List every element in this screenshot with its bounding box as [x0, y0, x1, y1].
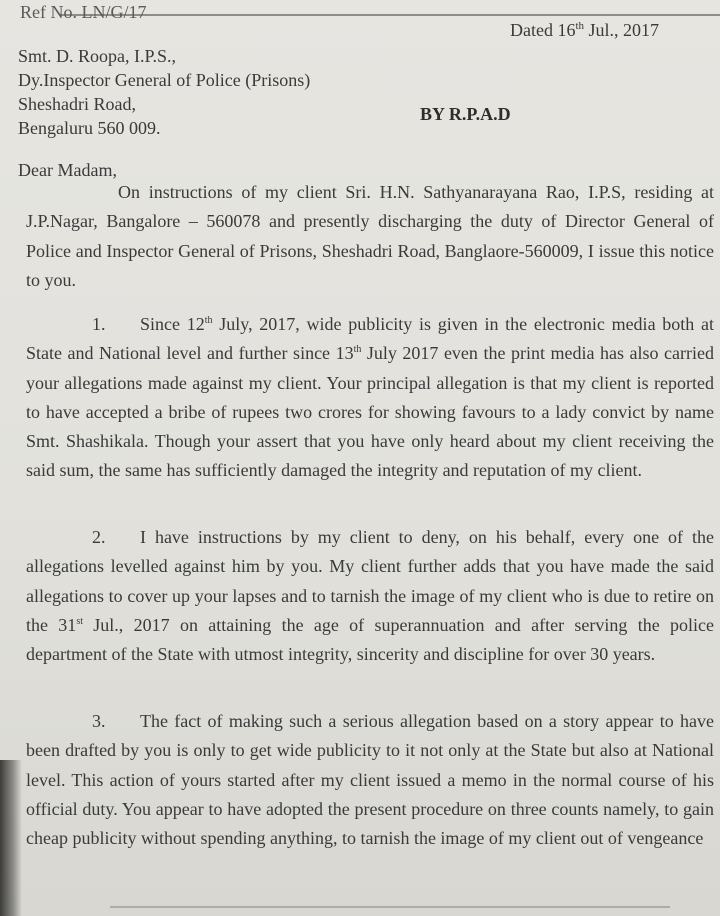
delivery-mode: BY R.P.A.D	[420, 104, 511, 124]
intro-paragraph	[26, 178, 714, 295]
letter-date	[510, 20, 659, 40]
ordinal-suffix: st	[76, 615, 83, 627]
addressee-name: Smt. D. Roopa, I.P.S.,	[18, 46, 177, 66]
paragraph-text: Jul., 2017 on attaining the age of superannuation and after serving the police department of the State with utmost integrity, sincerity and discipline for over 30 years.	[26, 614, 714, 665]
paragraph-2	[26, 523, 714, 669]
paragraph-text: I have instructions by my client to deny, on his behalf, every one of the allegations levelled against him by you. My client further adds that you have made the said allegations to cover up your lapses and to tarnish the image of my client who is due to retire on the 31	[26, 527, 714, 635]
reference-number: Ref No. LN/G/17	[20, 2, 147, 22]
date-prefix: Dated 16	[510, 20, 576, 40]
ordinal-suffix: th	[204, 315, 213, 326]
edge-shadow	[0, 760, 22, 916]
paragraph-number: 1.	[92, 314, 106, 334]
paragraph-text: July 2017 even the print media has also carried your allegations made against my client. Your principal allegation is that my client is reported to have accepted a bribe of rupees two crores for showing favours to a lady convict by name Smt. Shashikala. Though your assert that you have only heard about my client receiving the said sum, the same has sufficiently damaged the integrity and reputation of my client.	[26, 343, 714, 481]
intro-text: On instructions of my client Sri. H.N. Sathyanarayana Rao, I.P.S, residing at J.P.Nagar, Bangalore – 560078 and presently discharging the duty of Director General of Police and Inspector General of Prisons, Sheshadri Road, Banglaore-560009, I issue this notice to you.	[26, 182, 714, 290]
paragraph-3	[26, 707, 714, 853]
top-rule	[60, 0, 720, 16]
paragraph-1	[26, 310, 714, 486]
date-ordinal: th	[575, 20, 585, 32]
addressee-designation: Dy.Inspector General of Police (Prisons)	[18, 70, 311, 90]
ordinal-suffix: th	[353, 344, 362, 356]
paragraph-number: 3.	[92, 711, 106, 731]
salutation: Dear Madam,	[18, 160, 117, 180]
bottom-rule	[110, 906, 670, 908]
paragraph-number: 2.	[92, 527, 106, 547]
addressee-city: Bengaluru 560 009.	[18, 118, 161, 138]
paragraph-text: Since 12	[140, 314, 205, 334]
addressee-street: Sheshadri Road,	[18, 94, 136, 114]
paragraph-text: The fact of making such a serious allegation based on a story appear to have been drafted by you is only to get wide publicity to it not only at the State but also at National level. This action of yours started after my client issued a memo in the normal course of his official duty. You appear to have adopted the present procedure on three counts namely, to gain cheap publicity without spending anything, to tarnish the image of my client out of vengeance	[26, 711, 714, 849]
date-suffix: Jul., 2017	[584, 20, 660, 40]
paragraph-text: July, 2017, wide publicity is given in the electronic media both at State and National level and further since 13	[26, 314, 715, 364]
